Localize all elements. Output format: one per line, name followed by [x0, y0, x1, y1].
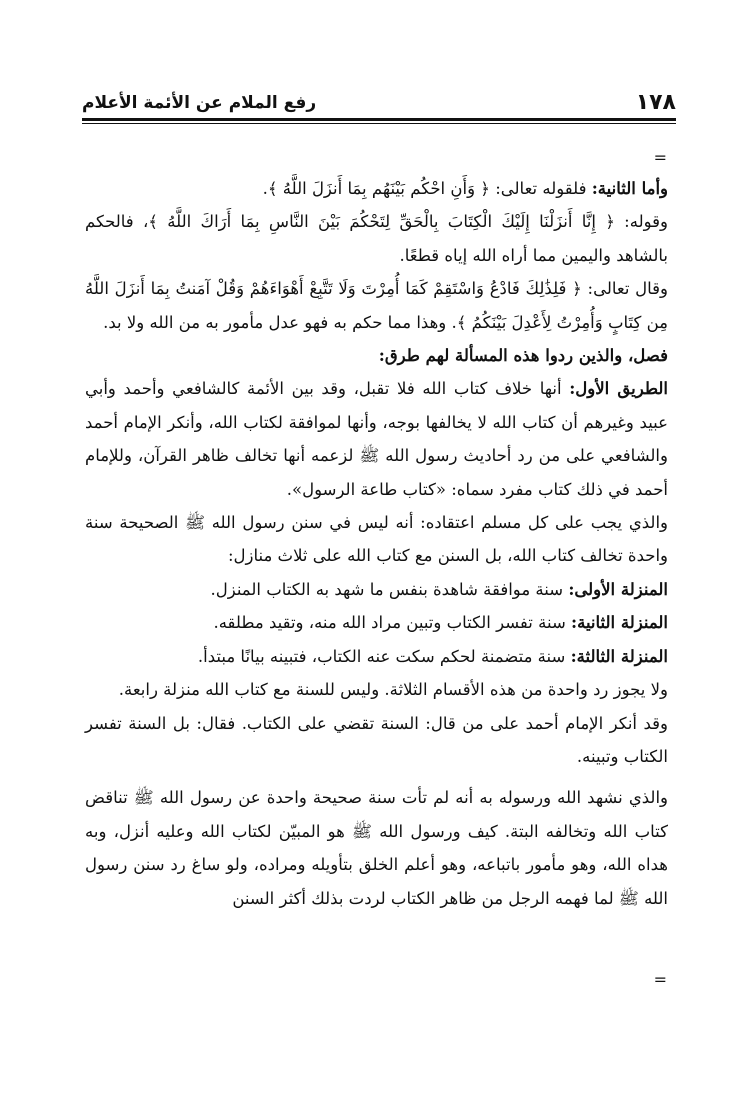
paragraph-text: سنة متضمنة لحكم سكت عنه الكتاب، فتبينه بيانًا مبتدأ. — [197, 646, 571, 666]
paragraph-text: سنة موافقة شاهدة بنفس ما شهد به الكتاب المنزل. — [210, 579, 569, 599]
paragraph — [85, 506, 668, 573]
paragraph-text: والذي نشهد الله ورسوله به أنه لم تأت سنة صحيحة واحدة عن رسول الله ﷺ تناقض كتاب الله وتخالفه البتة. كيف ورسول الله ﷺ هو المبيّن لكتاب الله وعليه أنزل، وبه هداه الله، وهو مأمور باتباعه، وهو أعلم الخلق بتأويله ومراده، ولو ساغ رد سنن رسول الله ﷺ لما فهمه الرجل من ظاهر الكتاب لردت بذلك أكثر السنن — [85, 788, 668, 908]
page-number: ١٧٨ — [635, 90, 676, 115]
paragraph — [85, 205, 668, 272]
paragraph-text: والذي يجب على كل مسلم اعتقاده: أنه ليس في سنن رسول الله ﷺ الصحيحة سنة واحدة تخالف كتاب الله، بل السنن مع كتاب الله على ثلاث منازل: — [85, 513, 668, 566]
paragraph-text: وقد أنكر الإمام أحمد على من قال: السنة تقضي على الكتاب. فقال: بل السنة تفسر الكتاب وتبينه. — [85, 713, 668, 766]
paragraph — [85, 573, 668, 606]
paragraph — [85, 673, 668, 706]
paragraph — [85, 272, 668, 339]
section-heading — [85, 339, 668, 372]
paragraph-text: أنها خلاف كتاب الله فلا تقبل، وقد بين الأئمة كالشافعي وأحمد وأبي عبيد وغيرهم أن كتاب الله لا يخالفها بوجه، وأنها لموافقة لكتاب الله، وأنكر الإمام أحمد والشافعي على من رد أحاديث رسول الله ﷺ لزعمه أنها تخالف ظاهر القرآن، وللإمام أحمد في ذلك كتاب مفرد سماه: «كتاب طاعة الرسول». — [85, 379, 668, 499]
paragraph-text: وقوله: ﴿ إِنَّا أَنزَلْنَا إِلَيْكَ الْكِتَابَ بِالْحَقِّ لِتَحْكُمَ بَيْنَ النَّاسِ بِمَا أَرَاكَ اللَّهُ ﴾، فالحكم بالشاهد واليمين مما أراه الله إياه قطعًا. — [85, 212, 668, 265]
paragraph — [85, 781, 668, 915]
paragraph-text: وقال تعالى: ﴿ فَلِذَٰلِكَ فَادْعُ وَاسْتَقِمْ كَمَا أُمِرْتَ وَلَا تَتَّبِعْ أَهْوَاءَهُمْ وَقُلْ آمَنتُ بِمَا أَنزَلَ اللَّهُ مِن كِتَابٍ وَأُمِرْتُ لِأَعْدِلَ بَيْنَكُمُ ﴾. وهذا مما حكم به فهو عدل مأمور به من الله ولا بد. — [85, 279, 668, 332]
paragraph — [85, 640, 668, 673]
header-rule-thin — [82, 123, 676, 124]
continuation-mark-top: = — [653, 148, 667, 167]
paragraph-lead: وأما الثانية: — [591, 179, 668, 198]
paragraph-text: فلقوله تعالى: ﴿ وَأَنِ احْكُم بَيْنَهُم بِمَا أَنزَلَ اللَّهُ ﴾. — [262, 179, 592, 198]
continuation-mark-bottom: = — [653, 970, 667, 989]
paragraph-lead: المنزلة الثانية: — [571, 613, 668, 633]
paragraph — [85, 172, 668, 205]
paragraph-lead: المنزلة الثالثة: — [570, 646, 668, 666]
paragraph — [85, 707, 668, 774]
paragraph-text: سنة تفسر الكتاب وتبين مراد الله منه، وتقيد مطلقه. — [213, 613, 572, 633]
paragraph-lead: المنزلة الأولى: — [568, 579, 668, 599]
paragraph-lead: الطريق الأول: — [569, 379, 668, 399]
page-body — [85, 172, 668, 915]
paragraph-text: ولا يجوز رد واحدة من هذه الأقسام الثلاثة. وليس للسنة مع كتاب الله منزلة رابعة. — [118, 680, 668, 700]
page-header — [82, 82, 676, 116]
paragraph-lead: فصل، والذين ردوا هذه المسألة لهم طرق: — [378, 346, 668, 366]
paragraph — [85, 372, 668, 506]
paragraph — [85, 606, 668, 639]
header-rule-thick — [82, 118, 676, 121]
running-title: رفع الملام عن الأئمة الأعلام — [82, 93, 317, 113]
